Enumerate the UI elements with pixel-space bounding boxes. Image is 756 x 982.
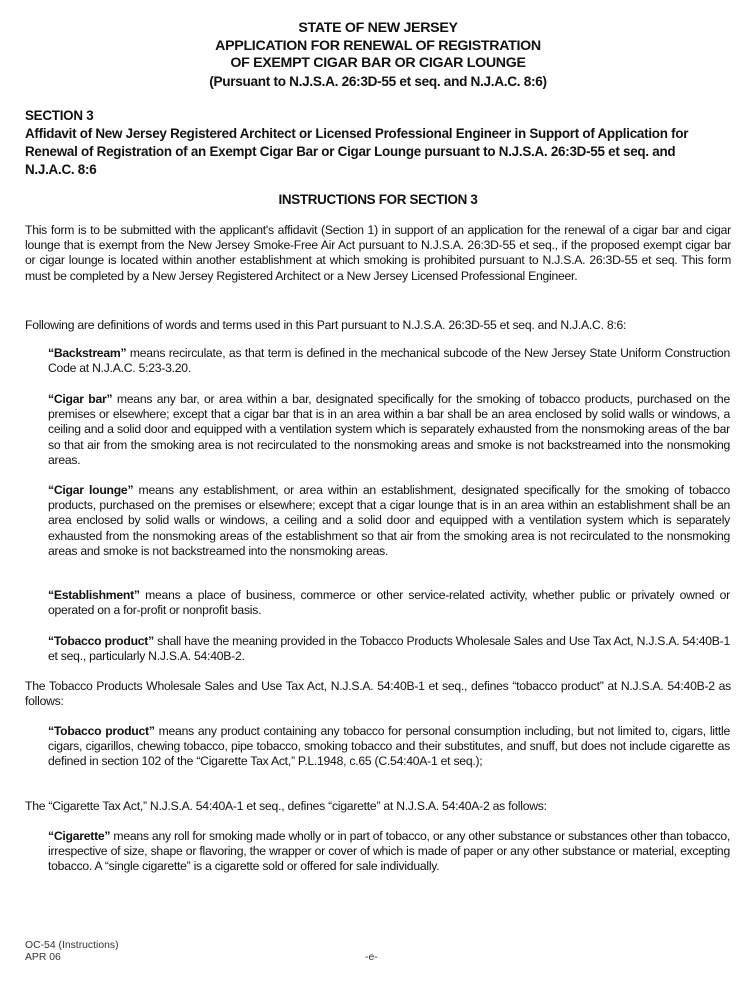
page-number: -e- bbox=[365, 952, 378, 963]
cigarette-act-intro: The “Cigarette Tax Act,” N.J.S.A. 54:40A-1 et seq., defines “cigarette” at N.J.S.A. 54:40A-2 as follows: bbox=[25, 799, 547, 813]
definition-text: means any establishment, or area within an establishment, designated specifically for the smoking of tobacco products, purchased on the premises or elsewhere; except that a cigar lounge that is in an area within an establishment shall be an area enclosed by solid walls or windows, a ceiling and a solid door and equipped with a ventilation system which is separately exhausted from the nonsmoking areas of the establishment so that air from the smoking area is not recirculated to the nonsmoking areas and smoke is not backstreamed into the nonsmoking areas. bbox=[48, 483, 730, 558]
definition-cigar-bar bbox=[48, 392, 730, 468]
footer-date: APR 06 bbox=[25, 951, 61, 963]
instructions-title: INSTRUCTIONS FOR SECTION 3 bbox=[278, 192, 478, 207]
definition-text: shall have the meaning provided in the Tobacco Products Wholesale Sales and Use Tax Act, N.J.S.A. 54:40B-1 et seq., particularly N.J.S.A. 54:40B-2. bbox=[48, 634, 730, 664]
definition-text: means any bar, or area within a bar, designated specifically for the smoking of tobacco products, purchased on the premises or elsewhere; except that a cigar bar that is in an area within a bar shall be an area enclosed by solid walls or windows, a ceiling and a solid door and equipped with a ventilation system which is separately exhausted from the nonsmoking areas of the bar so that air from the smoking area is not recirculated to the nonsmoking areas and smoke is not backstreamed into the nonsmoking areas. bbox=[48, 392, 730, 467]
definition-term: “Cigar bar” bbox=[48, 392, 113, 406]
header-exempt-title: OF EXEMPT CIGAR BAR OR CIGAR LOUNGE bbox=[230, 55, 526, 72]
document-header bbox=[0, 20, 756, 90]
definition-cigar-lounge bbox=[48, 483, 730, 559]
footer-form-id: OC-54 (Instructions) bbox=[25, 940, 119, 951]
definition-backstream bbox=[48, 346, 730, 376]
definitions-intro: Following are definitions of words and terms used in this Part pursuant to N.J.S.A. 26:3D-55 et seq. and N.J.A.C. 8:6: bbox=[25, 318, 627, 332]
header-statute: (Pursuant to N.J.S.A. 26:3D-55 et seq. and N.J.A.C. 8:6) bbox=[209, 73, 547, 89]
header-state: STATE OF NEW JERSEY bbox=[298, 20, 458, 36]
definition-text: means any product containing any tobacco for personal consumption including, but not limited to, cigars, little cigars, cigarillos, chewing tobacco, pipe tobacco, smoking tobacco and their substitutes, and snuff, but does not include cigarette as defined in section 102 of the “Cigarette Tax Act,” P.L.1948, c.65 (C.54:40A-1 et seq.); bbox=[48, 724, 731, 769]
definition-tobacco-product-ref bbox=[48, 634, 730, 664]
tobacco-act-intro: The Tobacco Products Wholesale Sales and Use Tax Act, N.J.S.A. 54:40B-1 et seq., defines “tobacco product” at N.J.S.A. 54:40B-2 as follows: bbox=[25, 679, 731, 709]
section-title: Affidavit of New Jersey Registered Architect or Licensed Professional Engineer in Support of Application for Renewal of Registration of an Exempt Cigar Bar or Cigar Lounge pursuant to N.J.S.A. 26:3D-55 et seq. and N.J.A.C. 8:6 bbox=[25, 126, 689, 177]
definition-tobacco-product bbox=[48, 724, 730, 770]
definition-term: “Tobacco product” bbox=[48, 634, 154, 648]
definition-term: “Tobacco product” bbox=[48, 724, 155, 738]
definition-text: means any roll for smoking made wholly or in part of tobacco, or any other substance or substances other than tobacco, irrespective of size, shape or flavoring, the wrapper or cover of which is made of paper or any other substance or material, excepting tobacco. A “single cigarette” is a cigarette sold or offered for sale individually. bbox=[48, 829, 730, 874]
definition-establishment bbox=[48, 588, 730, 618]
definition-text: means recirculate, as that term is defined in the mechanical subcode of the New Jersey State Uniform Construction Code at N.J.A.C. 5:23-3.20. bbox=[48, 346, 730, 376]
section-label: SECTION 3 bbox=[25, 108, 94, 123]
definition-cigarette bbox=[48, 829, 730, 875]
section-heading bbox=[25, 107, 725, 179]
header-application-title: APPLICATION FOR RENEWAL OF REGISTRATION bbox=[215, 37, 541, 54]
definition-term: “Establishment” bbox=[48, 588, 140, 602]
definition-text: means a place of business, commerce or other service-related activity, whether public or privately owned or operated on a for-profit or nonprofit basis. bbox=[48, 588, 730, 618]
definition-term: “Backstream” bbox=[48, 346, 127, 360]
definition-term: “Cigarette” bbox=[48, 829, 111, 843]
definition-term: “Cigar lounge” bbox=[48, 483, 134, 497]
intro-paragraph: This form is to be submitted with the applicant's affidavit (Section 1) in support of an application for the renewal of a cigar bar and cigar lounge that is exempt from the New Jersey Smoke-Free Air Act pursuant to N.J.S.A. 26:3D-55 et seq., if the proposed exempt cigar bar or cigar lounge is located within another establishment at which smoking is prohibited pursuant to N.J.S.A. 26:3D-55 et seq. This form must be completed by a New Jersey Registered Architect or a New Jersey Licensed Professional Engineer. bbox=[25, 223, 731, 283]
footer-form-info bbox=[25, 940, 119, 963]
